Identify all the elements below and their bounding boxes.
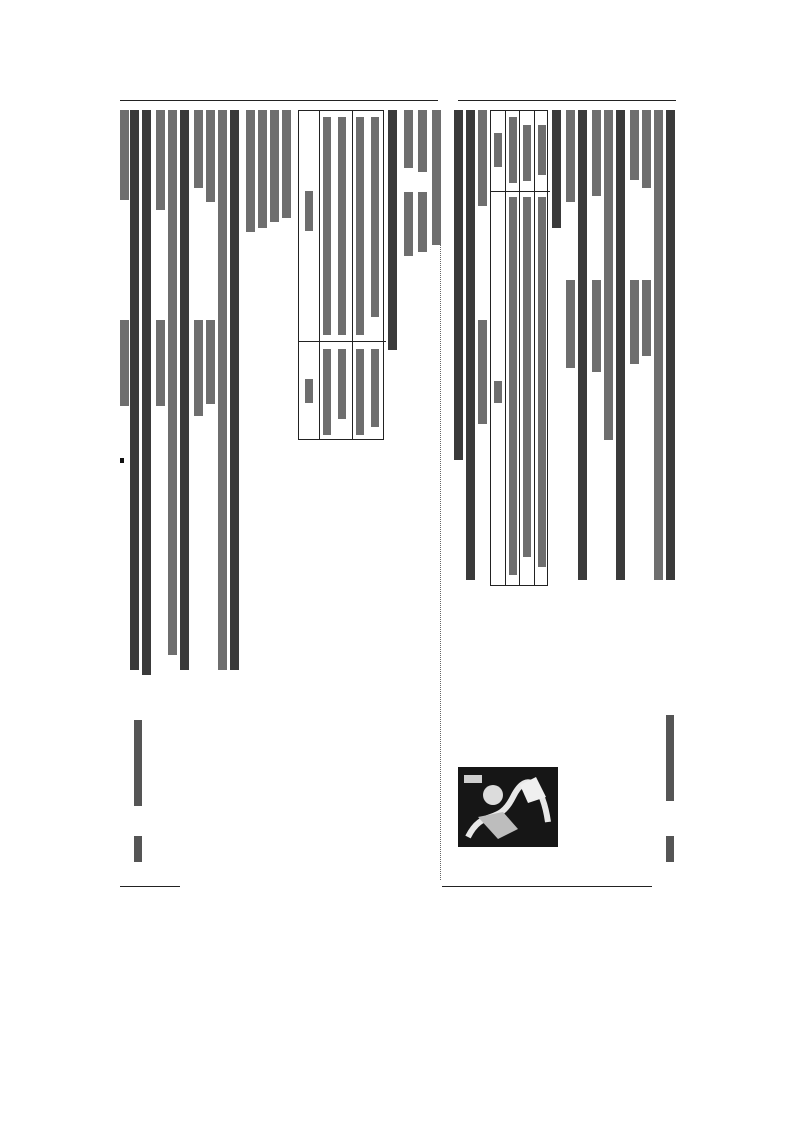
text-line — [168, 110, 177, 655]
table-header-cell — [494, 381, 502, 403]
right-q19-stem — [616, 110, 625, 880]
text-line — [180, 110, 189, 670]
left-q17-options — [120, 110, 129, 880]
table-cell — [523, 125, 531, 181]
text-line — [218, 110, 227, 670]
text-line — [466, 110, 475, 580]
table-row — [505, 111, 520, 585]
table-row — [534, 111, 550, 585]
left-block-q11-option-c — [404, 110, 413, 260]
text-line — [642, 280, 651, 356]
right-q21-options — [478, 110, 487, 880]
right-q21-caption — [552, 110, 561, 880]
text-line — [246, 110, 255, 232]
text-line — [156, 110, 165, 210]
left-q15-stem-continued — [168, 110, 177, 880]
text-line — [454, 110, 463, 460]
text-line — [194, 320, 203, 416]
text-line — [552, 110, 561, 228]
top-rule-right — [458, 100, 676, 101]
right-page-footer-code — [666, 836, 674, 862]
bottom-rule-left — [120, 886, 180, 887]
poster-illustration-icon — [458, 767, 558, 847]
right-q18-stem-continued — [654, 110, 663, 880]
text-line — [478, 320, 487, 424]
table-cell — [509, 117, 517, 183]
table-cell — [356, 117, 364, 335]
left-q14-options-2 — [194, 110, 203, 880]
left-block-q11 — [432, 110, 441, 260]
text-line — [404, 110, 413, 168]
table-cell — [523, 197, 531, 557]
right-q18-options-1 — [642, 110, 651, 880]
left-q13-option-b — [270, 110, 279, 410]
right-q21-table — [490, 110, 548, 586]
left-q16-stem — [142, 110, 151, 880]
text-line — [418, 110, 427, 172]
table-cell — [538, 197, 546, 567]
table-row — [519, 111, 535, 585]
left-q15-options — [156, 110, 165, 880]
left-page — [120, 110, 440, 880]
text-line — [478, 110, 487, 206]
text-line — [666, 110, 675, 580]
right-q20-stem — [578, 110, 587, 880]
table-cell — [338, 349, 346, 419]
left-q13-option-d — [246, 110, 255, 410]
table-cell — [509, 197, 517, 575]
right-q23-stem — [454, 110, 463, 880]
left-q14-stem — [230, 110, 239, 880]
left-q15-stem — [180, 110, 189, 880]
text-line — [194, 110, 203, 188]
right-q22-stem — [466, 110, 475, 880]
table-cell — [538, 125, 546, 175]
table-header-cell — [305, 191, 313, 231]
text-line — [206, 110, 215, 202]
left-q12-caption — [388, 110, 397, 880]
right-q19-options — [592, 110, 601, 880]
left-q14-options-1 — [206, 110, 215, 880]
text-line — [282, 110, 291, 218]
table-header-cell — [494, 133, 502, 167]
table-row — [352, 111, 386, 439]
table-row — [319, 111, 353, 439]
text-line — [616, 110, 625, 580]
text-line — [120, 320, 129, 406]
bottom-rule-right — [442, 886, 652, 887]
text-line — [156, 320, 165, 406]
table-cell — [323, 117, 331, 335]
table-cell — [371, 349, 379, 427]
left-page-footer-code — [134, 836, 142, 862]
left-q13-option-a — [282, 110, 291, 410]
right-page-footer-label — [666, 715, 674, 801]
table-header-cell — [305, 379, 313, 403]
soviet-poster-photo — [458, 767, 558, 847]
text-line — [206, 320, 215, 404]
left-q13-option-c — [258, 110, 267, 410]
text-line — [566, 110, 575, 202]
right-q20-options — [566, 110, 575, 880]
text-line — [258, 110, 267, 228]
text-line — [230, 110, 239, 670]
text-line — [592, 280, 601, 372]
table-cell — [356, 349, 364, 435]
top-rule-left — [120, 100, 438, 101]
right-q18-options-2 — [630, 110, 639, 880]
table-header-row — [299, 111, 319, 439]
text-line — [270, 110, 279, 222]
left-q12-table — [298, 110, 384, 440]
text-line — [404, 192, 413, 256]
text-line — [630, 110, 639, 180]
table-cell — [338, 117, 346, 335]
table-header-row — [491, 111, 505, 585]
text-line — [432, 110, 441, 245]
right-page — [454, 110, 676, 880]
text-line — [566, 280, 575, 368]
text-line — [120, 110, 129, 200]
right-q19-stem-continued — [604, 110, 613, 880]
text-line — [388, 110, 397, 350]
text-line — [654, 110, 663, 580]
left-block-q11-option-a — [418, 110, 427, 260]
left-q14-stem-continued — [218, 110, 227, 880]
text-line — [642, 110, 651, 188]
text-line — [142, 110, 151, 675]
text-line — [592, 110, 601, 196]
table-cell — [371, 117, 379, 317]
table-cell — [323, 349, 331, 435]
text-line — [630, 280, 639, 364]
left-page-footer-label — [134, 720, 142, 806]
text-line — [604, 110, 613, 440]
text-line — [578, 110, 587, 580]
text-line — [130, 110, 139, 670]
text-line — [418, 192, 427, 252]
